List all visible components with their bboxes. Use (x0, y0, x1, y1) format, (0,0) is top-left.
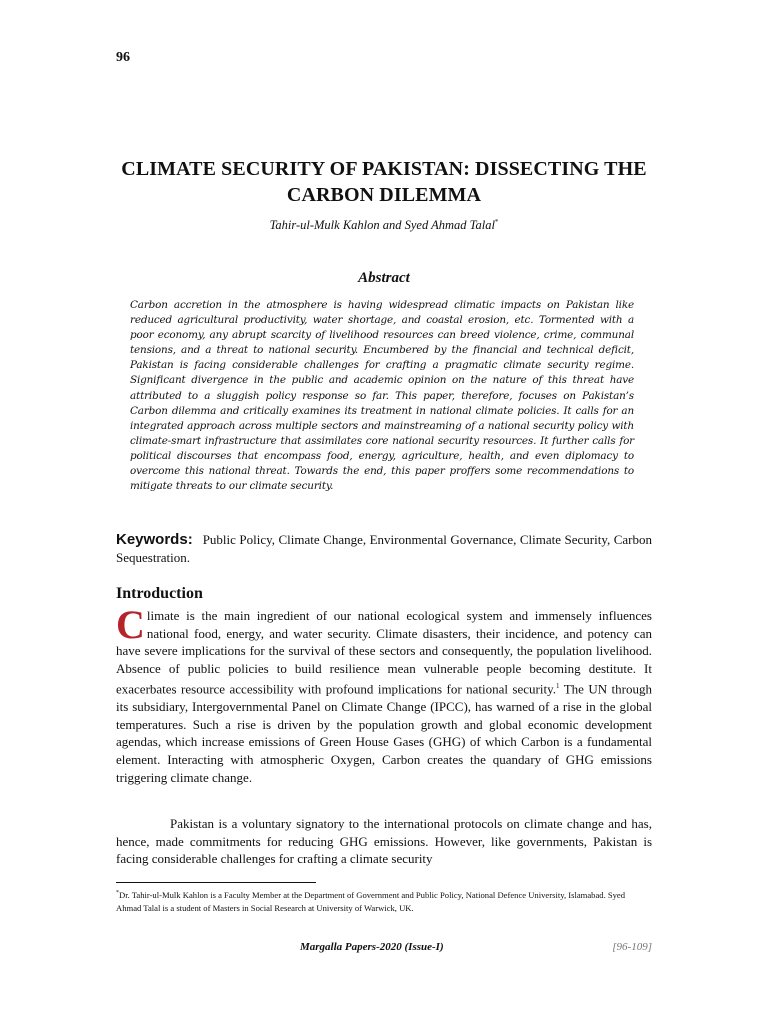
article-title (100, 156, 668, 208)
footnote-reference-1: 1 (556, 681, 560, 690)
abstract-text: Carbon accretion in the atmosphere is having widespread climatic impacts on Pakistan like reduced agricultural productivity, water shortage, and coastal erosion, etc. Tormented with a poor economy, any abrupt scarcity of livelihood resources can breed violence, crime, communal tensions, and a threat to national security. Encumbered by the financial and technical deficit, Pakistan is facing considerable challenges for crafting a pragmatic climate security regime. Significant divergence in the public and academic opinion on the nature of this threat have attributed to a sluggish policy response so far. This paper, therefore, focuses on Pakistan’s Carbon dilemma and critically examines its treatment in national climate policies. It calls for an integrated approach across multiple sectors and mainstreaming of a national security policy with climate-smart infrastructure that assimilates core national security resources. It further calls for political discourses that encompass food, energy, agriculture, health, and even diplomacy to overcome this national threat. Towards the end, this paper proffers some recommendations to mitigate threats to our climate security. (130, 299, 634, 493)
keywords-label: Keywords: (116, 531, 193, 548)
abstract-heading: Abstract (358, 270, 410, 286)
author-note-marker: * (494, 218, 499, 226)
authors-names: Tahir-ul-Mulk Kahlon and Syed Ahmad Talal (269, 218, 495, 233)
introduction-paragraph-2: Pakistan is a voluntary signatory to the international protocols on climate change and has, hence, made commitments for reducing GHG emissions. However, like governments, Pakistan is facing considerable challenges for crafting a climate security (116, 816, 652, 867)
drop-cap: C (116, 602, 145, 647)
introduction-heading: Introduction (116, 585, 203, 602)
introduction-paragraph-1 (116, 602, 652, 786)
keywords-list: Public Policy, Climate Change, Environmental Governance, Climate Security, Carbon Sequestration. (116, 532, 652, 565)
footnote-divider (116, 882, 316, 883)
article-authors (100, 218, 668, 233)
article-title-line-1: CLIMATE SECURITY OF PAKISTAN: DISSECTING THE (121, 158, 647, 180)
footnote-text: Dr. Tahir-ul-Mulk Kahlon is a Faculty Member at the Department of Government and Public Policy, National Defence University, Islamabad. Syed Ahmad Talal is a student of Masters in Social Research at University of Warwick, UK. (116, 889, 626, 913)
footer-journal-name: Margalla Papers-2020 (Issue-I) (300, 941, 444, 953)
page-number: 96 (116, 50, 130, 65)
author-footnote (116, 887, 652, 915)
footer-page-range: [96-109] (612, 941, 652, 953)
footnote-marker: * (116, 890, 119, 896)
paragraph-1-text-a: limate is the main ingredient of our national ecological system and immensely influences national food, energy, and water security. Climate disasters, their incidence, and potency can have severe implications for the survival of these sectors and consequently, the population livelihood. Absence of public policies to build resilience mean vulnerable people becoming destitute. It exacerbates resource accessibility with profound implications for national security. (116, 608, 652, 697)
article-title-line-2: CARBON DILEMMA (286, 184, 482, 206)
paragraph-1-text-b: The UN through its subsidiary, Intergovernmental Panel on Climate Change (IPCC), has warned of a rise in the global temperatures. Such a rise is driven by the population growth and global economic development agendas, which increase emissions of Green House Gases (GHG) of which Carbon is a fundamental element. Interacting with atmospheric Oxygen, Carbon creates the quandary of GHG emissions triggering climate change. (116, 681, 652, 785)
keywords (116, 531, 652, 567)
